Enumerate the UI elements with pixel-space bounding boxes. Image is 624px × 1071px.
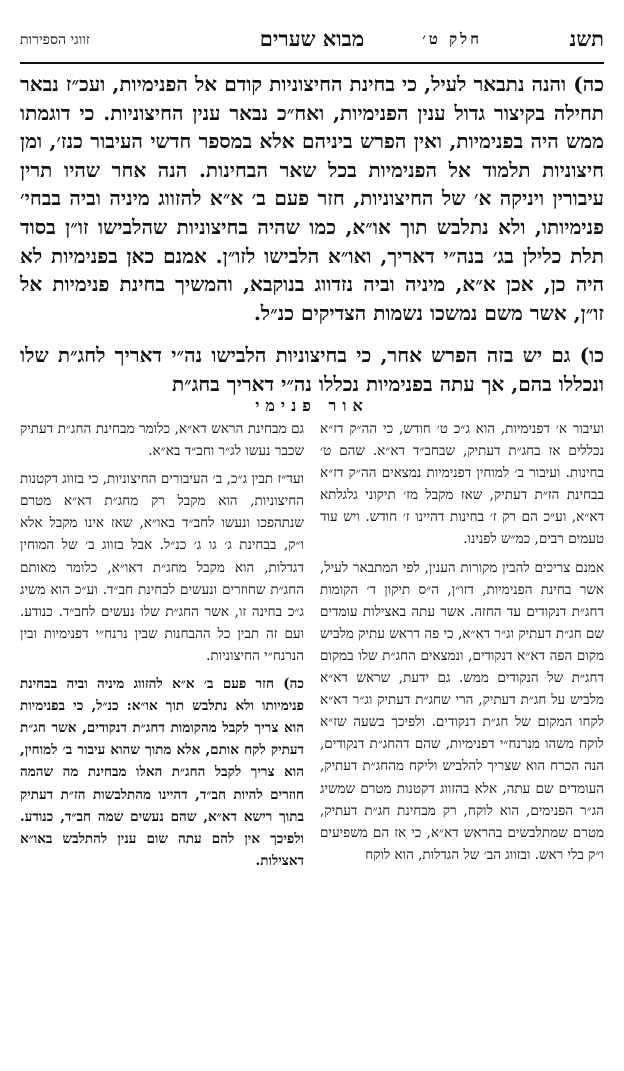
commentary-column-left	[20, 418, 304, 1053]
main-paragraph: כו) גם יש בזה הפרש אחר, כי בחיצוניות הלבישו נה״י דאריך לחג״ת שלו ונכללו בהם, אך עתה בפנימיות נכללו נה״י דאריך בחג״ת	[20, 343, 604, 396]
part-label: חלק ט׳	[422, 30, 482, 48]
commentary-paragraph: ועד״ז תבין ג״כ, ב׳ העיבורים החיצוניות, כי בזווג דקטנות החיצוניות, הוא מקבל רק מחג״ת דא״א מטרם שנתהפכו ונעשו לחב״ד באו״א, שאז אינו מקבל אלא ו״ק, בבחינת ג׳ גו ג׳ כנ״ל. אבל בזווג ב׳ של המוחין דגדלות, הוא מקבל מחג״ת דאו״א, כלומר מאותם החג״ת שחוזרים ונעשים לבחינת חב״ד. וע״כ הוא משיג ג״כ בחינה זו, אשר החג״ת שלו נעשים לחב״ד. כנודע. ועם זה תבין כל ההבחנות שבין נרנח״י דפנימיות ובין הנרנח״י החיצוניות.	[20, 471, 304, 664]
topic-label: זווגי הספירות	[20, 32, 90, 48]
commentary-paragraph: ועיבור א׳ דפנימיות, הוא ג״כ ט׳ חודש, כי הה״ק דז״א נכללים אז בחג״ת דעתיק, שבחב״ד דא״א. שהם ט׳ בחינות. ועיבור ב׳ למוחין דפנימיות נמצאים הה״ק דז״א בבחינת הז״ת דעתיק, שאז מקבל מז׳ תיקוני גלגלתא דא״א, וע״כ הם רק ז׳ בחינות דהיינו ז׳ חודש. ויש עוד טעמים רבים, כמ״ש לפנינו.	[320, 421, 604, 548]
main-text	[20, 70, 604, 413]
commentary-columns	[20, 418, 604, 1053]
commentary-paragraph: אמנם צריכים להבין מקורות הענין, לפי המתבאר לעיל, אשר בחינת הפנימיות, דזו״ן, ה״ס תיקון ד׳ הקומות דחג״ת דנקודים עד החזה. אשר עתה באצילות עומדים שם חג״ת דעתיק וג״ר דא״א, כי פה דראש עתיק מלביש מקום הפה דא״א דנקודים, ונמצאים החג״ת שלו במקום דחג״ת של הנקודים ממש. גם ידעת, שראש דא״א מלביש על חג״ת דעתיק, הרי שחג״ת דעתיק וג״ר דא״א לקחו המקום של חג״ת דנקודים. ולפיכך בשעה שז״א לוקח משהו מנרנח״י דפנימיות, שהם דהחג״ת דנקודים, הנה הכרח הוא שצריך להלביש וליקח מהחג״ת דעתיק, העומדים שם עתה, אלא בהזווג דקטנות מטרם שמשיג הג״ר הפנימים, הוא לוקח, רק מבחינת חג״ת דעתיק, מטרם שמתלבשים בהראש דא״א, כי אז הם משפיעים ו״ק בלי ראש. ובזווג הב׳ של הגדלות, הוא לוקח	[320, 559, 604, 863]
commentary-paragraph: גם מבחינת הראש דא״א, כלומר מבחינת החג״ת דעתיק שכבר נעשו לג״ר וחב״ד בא״א.	[20, 421, 304, 460]
page-number: תשנ	[569, 26, 604, 51]
commentary-title: אור פנימי	[255, 396, 369, 415]
commentary-paragraph: כה) חזר פעם ב׳ א״א להזווג מיניה וביה בבחינת פנימיותו ולא נתלבש תוך או״א: כנ״ל, כי בפנימיות הוא צריך לקבל מהקומות דחג״ת דנקודים, אשר חג״ת דעתיק לקח אותם, אלא מתוך שהוא עיבור ב׳ למוחין, הוא צריך לקבל החג״ת האלו מבחינת מה שהמה חוזרים להיות חב״ד, דהיינו מהתלבשות הז״ת דעתיק בתוך רישא דא״א, שהם נעשים שמה חב״ד, כנודע. ולפיכך אין להם עתה שום ענין להתלבש באו״א דאצילות.	[20, 676, 304, 869]
commentary-column-right	[320, 418, 604, 1053]
book-title: מבוא שערים	[259, 26, 365, 51]
running-header	[20, 26, 604, 64]
main-paragraph: כה) והנה נתבאר לעיל, כי בחינת החיצוניות קודם אל הפנימיות, ועכ״ז נבאר תחילה בקיצור גדול ענין הפנימיות, ואח״כ נבאר ענין החיצוניות. כי דוגמתו ממש היה בפנימיות, ואין הפרש ביניהם אלא במספר חדשי העיבור כנז׳, ומן חיצוניות תלמוד אל הפנימיות בכל שאר הבחינות. הנה אחר שהיו תרין עיבורין ויניקה א׳ של החיצוניות, חזר פעם ב׳ א״א להזווג מיניה וביה בבחי׳ פנימיותו, ולא נתלבש תוך או״א, כמו שהיה בחיצוניות שהלבישו זו״ן בסוד תלת כלילן בג׳ בנה״י דאריך, ואו״א הלבישו לזו״ן. אמנם כאן בפנימיות לא היה כן, אכן א״א, מיניה וביה נזדווג בנוקבא, והמשיך בחינת פנימיות אל זו״ן, אשר משם נמשכו נשמות הצדיקים כנ״ל.	[20, 72, 604, 325]
